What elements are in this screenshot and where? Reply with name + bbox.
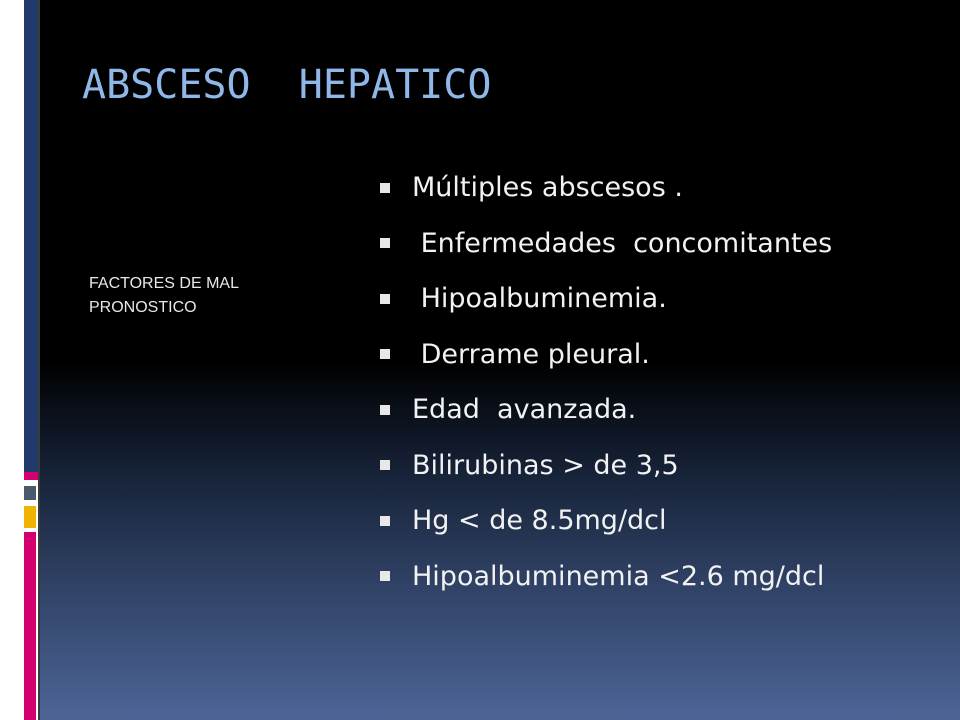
accent-bar-yellow (24, 506, 36, 528)
accent-bar-gray (24, 486, 36, 500)
bullet-list (380, 160, 955, 604)
square-bullet-icon (380, 294, 390, 304)
accent-bar-navy-top (24, 0, 38, 120)
bullet-item (380, 549, 955, 605)
accent-bar-magenta-small (24, 472, 38, 480)
band-edge-divider (38, 0, 40, 720)
bullet-item (380, 382, 955, 438)
bullet-text: Múltiples abscesos . (412, 172, 683, 204)
bullet-item (380, 438, 955, 494)
bullet-text: Derrame pleural. (412, 338, 650, 370)
square-bullet-icon (380, 405, 390, 415)
square-bullet-icon (380, 349, 390, 359)
bullet-text: Enfermedades concomitantes (412, 227, 833, 259)
square-bullet-icon (380, 460, 390, 470)
square-bullet-icon (380, 516, 390, 526)
bullet-item (380, 271, 955, 327)
bullet-item (380, 160, 955, 216)
accent-bar-navy-lower (24, 120, 38, 472)
bullet-text: Bilirubinas > de 3,5 (412, 449, 679, 481)
square-bullet-icon (380, 183, 390, 193)
slide-subtitle: FACTORES DE MAL PRONOSTICO (89, 275, 239, 316)
square-bullet-icon (380, 571, 390, 581)
bullet-item (380, 493, 955, 549)
bullet-item (380, 327, 955, 383)
bullet-text: Hg < de 8.5mg/dcl (412, 505, 667, 537)
bullet-text: Edad avanzada. (412, 394, 637, 426)
bullet-item (380, 216, 955, 272)
accent-bar-magenta-long (24, 532, 36, 720)
bullet-text: Hipoalbuminemia <2.6 mg/dcl (412, 560, 825, 592)
slide-title: ABSCESO HEPATICO (82, 62, 492, 108)
square-bullet-icon (380, 238, 390, 248)
bullet-text: Hipoalbuminemia. (412, 283, 667, 315)
